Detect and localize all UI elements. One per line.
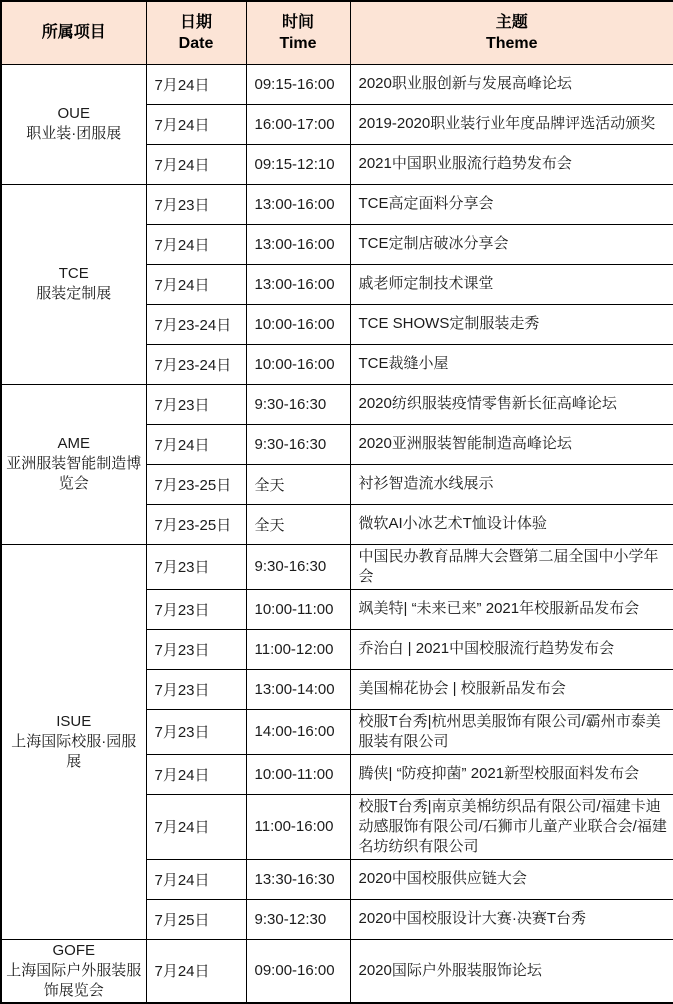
- header-row: [1, 1, 673, 64]
- time-cell: 16:00-17:00: [246, 104, 350, 144]
- date-cell: 7月23-25日: [146, 464, 246, 504]
- time-cell: 13:00-16:00: [246, 224, 350, 264]
- theme-cell: 2020纺织服装疫情零售新长征高峰论坛: [350, 384, 673, 424]
- table-row: [1, 64, 673, 104]
- time-cell: 9:30-16:30: [246, 384, 350, 424]
- theme-cell: 2020亚洲服装智能制造高峰论坛: [350, 424, 673, 464]
- theme-cell: 校服T台秀|南京美棉纺织品有限公司/福建卡迪动感服饰有限公司/石狮市儿童产业联合会/福建名坊纺织有限公司: [350, 794, 673, 859]
- time-cell: 11:00-12:00: [246, 629, 350, 669]
- project-name: 上海国际户外服装服饰展览会: [6, 961, 142, 999]
- theme-cell: 校服T台秀|杭州思美服饰有限公司/霸州市泰美服装有限公司: [350, 709, 673, 754]
- project-name: 职业装·团服展: [26, 125, 122, 142]
- project-code: OUE: [57, 105, 90, 122]
- time-cell: 13:00-16:00: [246, 184, 350, 224]
- theme-cell: 衬衫智造流水线展示: [350, 464, 673, 504]
- date-cell: 7月24日: [146, 264, 246, 304]
- date-cell: 7月23-25日: [146, 504, 246, 544]
- date-cell: 7月23日: [146, 384, 246, 424]
- time-cell: 9:30-16:30: [246, 544, 350, 589]
- time-cell: 9:30-12:30: [246, 899, 350, 939]
- time-cell: 10:00-11:00: [246, 589, 350, 629]
- theme-cell: 2020职业服创新与发展高峰论坛: [350, 64, 673, 104]
- date-cell: 7月24日: [146, 754, 246, 794]
- time-cell: 全天: [246, 464, 350, 504]
- date-cell: 7月24日: [146, 144, 246, 184]
- time-cell: 10:00-16:00: [246, 344, 350, 384]
- project-code: TCE: [58, 265, 89, 282]
- date-cell: 7月24日: [146, 224, 246, 264]
- col-header-time-zh: 时间: [281, 13, 314, 31]
- table-row: [1, 544, 673, 589]
- project-cell-tce: [1, 184, 146, 384]
- col-header-theme: [350, 1, 673, 64]
- date-cell: 7月24日: [146, 104, 246, 144]
- date-cell: 7月23-24日: [146, 344, 246, 384]
- col-header-date-zh: 日期: [179, 13, 212, 31]
- date-cell: 7月23日: [146, 629, 246, 669]
- time-cell: 09:00-16:00: [246, 939, 350, 1003]
- theme-cell: 2021中国职业服流行趋势发布会: [350, 144, 673, 184]
- col-header-time: [246, 1, 350, 64]
- date-cell: 7月24日: [146, 64, 246, 104]
- date-cell: 7月23日: [146, 669, 246, 709]
- time-cell: 13:30-16:30: [246, 859, 350, 899]
- theme-cell: TCE定制店破冰分享会: [350, 224, 673, 264]
- col-header-project: [1, 1, 146, 64]
- theme-cell: TCE SHOWS定制服装走秀: [350, 304, 673, 344]
- project-cell-isue: [1, 544, 146, 939]
- project-code: GOFE: [52, 941, 95, 959]
- theme-cell: TCE裁缝小屋: [350, 344, 673, 384]
- theme-cell: 中国民办教育品牌大会暨第二届全国中小学年会: [350, 544, 673, 589]
- date-cell: 7月24日: [146, 424, 246, 464]
- theme-cell: 戚老师定制技术课堂: [350, 264, 673, 304]
- date-cell: 7月23日: [146, 544, 246, 589]
- theme-cell: 飒美特| “未来已来” 2021年校服新品发布会: [350, 589, 673, 629]
- table-header: [1, 1, 673, 64]
- col-header-time-en: Time: [279, 34, 317, 52]
- col-header-date-en: Date: [178, 34, 214, 52]
- project-cell-oue: [1, 64, 146, 184]
- date-cell: 7月24日: [146, 939, 246, 1003]
- time-cell: 10:00-11:00: [246, 754, 350, 794]
- time-cell: 09:15-16:00: [246, 64, 350, 104]
- date-cell: 7月25日: [146, 899, 246, 939]
- time-cell: 全天: [246, 504, 350, 544]
- date-cell: 7月24日: [146, 794, 246, 859]
- col-header-project-zh: 所属项目: [41, 24, 106, 42]
- time-cell: 14:00-16:00: [246, 709, 350, 754]
- theme-cell: 腾侠| “防疫抑菌” 2021新型校服面料发布会: [350, 754, 673, 794]
- theme-cell: 2019-2020职业装行业年度品牌评选活动颁奖: [350, 104, 673, 144]
- date-cell: 7月23日: [146, 709, 246, 754]
- col-header-theme-en: Theme: [485, 34, 538, 52]
- theme-cell: TCE高定面料分享会: [350, 184, 673, 224]
- col-header-date: [146, 1, 246, 64]
- table-row: [1, 184, 673, 224]
- col-header-theme-zh: 主题: [495, 13, 528, 31]
- theme-cell: 2020国际户外服装服饰论坛: [350, 939, 673, 1003]
- theme-cell: 微软AI小冰艺术T恤设计体验: [350, 504, 673, 544]
- theme-cell: 2020中国校服供应链大会: [350, 859, 673, 899]
- project-code: ISUE: [56, 712, 92, 730]
- time-cell: 09:15-12:10: [246, 144, 350, 184]
- project-cell-ame: [1, 384, 146, 544]
- table-row: [1, 384, 673, 424]
- date-cell: 7月23日: [146, 184, 246, 224]
- project-cell-gofe: [1, 939, 146, 1003]
- time-cell: 13:00-14:00: [246, 669, 350, 709]
- time-cell: 13:00-16:00: [246, 264, 350, 304]
- project-name: 服装定制展: [36, 285, 112, 302]
- date-cell: 7月23-24日: [146, 304, 246, 344]
- table-body: [1, 64, 673, 1003]
- theme-cell: 乔治白 | 2021中国校服流行趋势发布会: [350, 629, 673, 669]
- time-cell: 9:30-16:30: [246, 424, 350, 464]
- time-cell: 11:00-16:00: [246, 794, 350, 859]
- table-row: [1, 939, 673, 1003]
- theme-cell: 美国棉花协会 | 校服新品发布会: [350, 669, 673, 709]
- time-cell: 10:00-16:00: [246, 304, 350, 344]
- theme-cell: 2020中国校服设计大赛·决赛T台秀: [350, 899, 673, 939]
- date-cell: 7月23日: [146, 589, 246, 629]
- project-name: 上海国际校服·园服展: [11, 732, 137, 770]
- project-code: AME: [57, 435, 90, 452]
- project-name: 亚洲服装智能制造博览会: [6, 455, 142, 492]
- date-cell: 7月24日: [146, 859, 246, 899]
